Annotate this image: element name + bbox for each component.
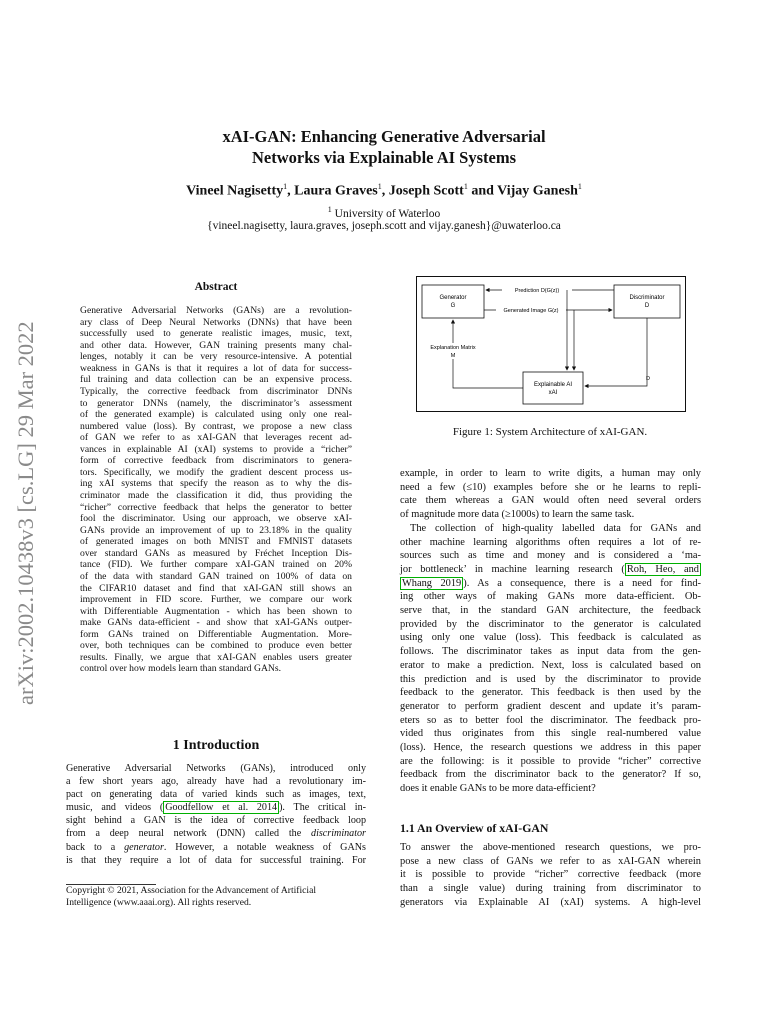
intro-line — [66, 814, 366, 827]
body-text: feedback from the discriminator back to the generator? If so, — [400, 769, 701, 781]
body-line — [400, 768, 701, 782]
abstract-line: ful training and data collection can be an expensive process. — [80, 374, 352, 386]
subsection-line: it is possible to provide “richer” corrective feedback (more — [400, 869, 701, 881]
body-line — [400, 741, 701, 755]
discriminator-symbol: D — [644, 303, 650, 309]
abstract-line: form GANs trained on Differentiable Augmentation. More- — [80, 628, 352, 640]
citation-link[interactable]: Whang 2019 — [402, 577, 462, 589]
figure-caption: Figure 1: System Architecture of xAI-GAN. — [452, 426, 648, 438]
abstract-line: of the data with standard GAN trained on 100% of data on — [80, 570, 352, 582]
abstract-line: of the generated example) is calculated using only one real- — [80, 409, 352, 421]
abstract-line: Generative Adversarial Networks (GANs) are a revolution- — [80, 305, 352, 316]
intro-line — [66, 775, 366, 788]
body-line — [400, 522, 701, 536]
abstract-line: ing xAI systems that specify the reason as to why the dis- — [80, 478, 352, 490]
body-line — [400, 727, 701, 741]
generator-label: Generator — [439, 295, 467, 301]
intro-emphasis: generator — [124, 841, 164, 853]
body-text: follows. The discriminator takes as input data from the gen- — [400, 646, 701, 658]
citation-link[interactable]: Roh, Heo, and — [626, 563, 699, 575]
author-name: Vijay Ganesh — [497, 183, 578, 199]
intro-line — [66, 762, 366, 775]
body-text: sources such as time and money and is considered a ‘ma- — [400, 550, 701, 562]
body-text: provided by the discriminator to the generator is calculated — [400, 618, 701, 630]
introduction-body — [66, 762, 366, 867]
citation-paren: ( — [621, 563, 625, 575]
abstract-line: ary class of Deep Neural Networks (DNNs) that have been — [80, 316, 352, 328]
xai-symbol: xAI — [548, 390, 558, 396]
abstract-line: lenges, notably it can be very resource-intensive. A potential — [80, 351, 352, 363]
explanation-matrix-label: Explanation Matrix — [430, 345, 476, 351]
subsection-body — [400, 841, 701, 910]
generated-image-label: Generated Image G(z) — [503, 308, 559, 314]
body-text: other machine learning algorithms often requires a lot of re- — [400, 536, 701, 548]
subsection-line: generators via Explainable AI (xAI) systems. A high-level — [400, 896, 701, 908]
footnote-line-1: Copyright © 2021, Association for the Advancement of Artificial — [66, 885, 317, 896]
abstract-line: weakness in GANs is that it requires a lot of data for success- — [80, 362, 352, 374]
system-architecture-figure — [416, 276, 686, 412]
affiliation-marker: 1 — [327, 205, 332, 214]
author-emails: {vineel.nagisetty, laura.graves, joseph.scott and vijay.ganesh}@uwaterloo.ca — [207, 220, 561, 232]
body-text: this prediction and is used by the discriminator to provide — [400, 673, 701, 685]
abstract-line: results. Finally, we argue that xAI-GAN enables users greater — [80, 651, 352, 663]
intro-text: is that they require a lot of data for successful training. For — [66, 854, 366, 866]
abstract-line: numbered value (loss). By contrast, we propose a new class — [80, 420, 352, 432]
intro-text: pact on generating data of varied kinds such as images, text, — [66, 789, 366, 801]
abstract-line: of generated images on both MNIST and FMNIST datasets — [80, 536, 352, 548]
abstract-line: fool the discriminator. Using our approach, we observe xAI- — [80, 513, 352, 525]
paper-title — [0, 126, 768, 168]
intro-emphasis: discriminator — [311, 828, 366, 840]
abstract-line: the CIFAR10 dataset and find that xAI-GAN still shows an — [80, 582, 352, 594]
generator-symbol: G — [450, 303, 456, 309]
abstract-line: GANs provide an improvement of up to 23.18% in the quality — [80, 524, 352, 536]
body-line — [400, 631, 701, 645]
abstract-line: with Differentiable Augmentation - which has been shown to — [80, 605, 352, 617]
subsection-line: than a single value) during training from discriminator to — [400, 883, 701, 895]
body-line — [400, 686, 701, 700]
body-line — [400, 714, 701, 728]
introduction-heading: 1 Introduction — [172, 738, 260, 753]
body-text: jor bottleneck’ in machine learning research — [400, 563, 622, 575]
abstract-heading: Abstract — [194, 281, 238, 293]
abstract-line: “richer” corrective feedback that helps the generator to better — [80, 501, 352, 513]
body-line — [400, 673, 701, 687]
author-separator: , — [381, 183, 389, 199]
abstract-line: form of corrective feedback from discriminators to genera- — [80, 455, 352, 467]
abstract-line: vances in explainable AI (xAI) systems to provide a “richer” — [80, 443, 352, 455]
body-text: using only one value (loss). This feedback is calculated as — [400, 632, 701, 644]
body-line — [400, 590, 701, 604]
body-text: (loss). Hence, the research questions we address in this paper — [400, 742, 701, 754]
abstract-line: tance (FID). We further compare xAI-GAN trained on 20% — [80, 559, 352, 571]
intro-text: ). The critical in- — [279, 802, 366, 814]
author-affil-marker: 1 — [577, 182, 582, 191]
citation-link[interactable]: Goodfellow et al. 2014 — [165, 802, 278, 814]
body-line — [400, 563, 701, 577]
generator-box — [422, 285, 484, 318]
body-line — [400, 604, 701, 618]
body-text: erator to make a prediction. Next, loss is calculated based on — [400, 659, 701, 671]
body-text: serve that, in the standard GAN architecture, the feedback — [400, 605, 701, 617]
body-text: cate them whereas a GAN would often need several orders — [400, 495, 701, 507]
abstract-line: criminator made the classification it did, thus providing the — [80, 490, 352, 501]
intro-text: . However, a notable weakness of GANs — [163, 841, 366, 853]
author-name: Vineel Nagisetty — [186, 183, 284, 199]
abstract-line: over standard GANs as measured by Fréchet Inception Dis- — [80, 547, 352, 559]
abstract-line: make GANs data-efficient - and show that xAI-GANs outper- — [80, 617, 352, 629]
affiliation — [0, 205, 768, 220]
title-line-1: xAI-GAN: Enhancing Generative Adversarial — [222, 127, 546, 146]
discriminator-box — [614, 285, 680, 318]
body-line — [400, 481, 701, 495]
intro-text: Generative Adversarial Networks (GANs), introduced only — [66, 763, 366, 774]
author-list — [0, 182, 768, 200]
intro-text: back to a — [66, 841, 125, 853]
body-line — [400, 700, 701, 714]
arxiv-stamp: arXiv:2002.10438v3 [cs.LG] 29 Mar 2022 — [13, 321, 38, 705]
abstract-line: to generator DNNs (namely, the discriminator’s assessment — [80, 397, 352, 409]
intro-text: sight behind a GAN is the idea of corrective feedback loop — [66, 815, 366, 827]
author-name: Laura Graves — [294, 183, 378, 199]
d-to-xai-arrow — [585, 318, 647, 386]
body-text: vided thus originates from this single real-numbered value — [400, 728, 701, 740]
abstract-line: of GAN we refer to as xAI-GAN that leverages recent ad- — [80, 432, 352, 444]
abstract-line: Typically, the corrective feedback from discriminator DNNs — [80, 385, 352, 397]
body-text: of magnitude more data (≥1000s) to learn the same task. — [400, 509, 635, 521]
body-line — [400, 467, 701, 481]
abstract-line: improvement in FID score. Further, we compare our work — [80, 594, 352, 606]
xai-label: Explainable AI — [533, 382, 573, 388]
intro-text: a few short years ago, already have had a revolutionary im- — [66, 776, 366, 788]
subsection-heading: 1.1 An Overview of xAI-GAN — [400, 821, 549, 835]
body-line — [400, 645, 701, 659]
right-column-body — [400, 467, 701, 796]
abstract-body — [80, 305, 352, 675]
author-separator: , — [287, 183, 295, 199]
author-affil-marker: 1 — [377, 182, 382, 191]
body-line — [400, 577, 701, 591]
author-separator: and — [467, 183, 498, 199]
body-line — [400, 536, 701, 550]
body-text: ing other ways of making GANs more data-efficient. Ob- — [400, 591, 701, 603]
affiliation-text: University of Waterloo — [331, 207, 441, 220]
abstract-line: control over how models learn than standard GANs. — [80, 663, 282, 675]
subsection-line: To answer the above-mentioned research questions, we pro- — [400, 842, 701, 853]
body-text: eters so as to better fool the discriminator. The feedback pro- — [400, 714, 701, 726]
body-text: example, in order to learn to write digits, a human may only — [400, 468, 701, 479]
copyright-footnote — [66, 885, 366, 909]
body-text: need a few (≤10) examples before she or he learns to repli- — [400, 481, 701, 493]
body-line — [400, 755, 701, 769]
intro-line — [66, 827, 366, 840]
body-line — [400, 494, 701, 508]
intro-line — [66, 841, 366, 854]
author-name: Joseph Scott — [388, 183, 464, 199]
body-text: feedback to the generator. This feedback is then used by the — [400, 687, 701, 699]
body-text: generator to perform gradient descent and update it’s param- — [400, 700, 701, 712]
intro-text: music, and videos — [66, 802, 160, 814]
abstract-line: tors. Specifically, we modify the gradient descent process us- — [80, 466, 352, 478]
body-line — [400, 618, 701, 632]
prediction-label: Prediction D(G(z)) — [514, 288, 560, 294]
abstract-line: and other data. However, GAN training presents many chal- — [80, 339, 352, 351]
xai-box — [523, 372, 583, 404]
title-line-2: Networks via Explainable AI Systems — [251, 148, 517, 167]
abstract-line: successfully used to generate realistic images, music, text, — [80, 328, 352, 340]
d-label: D — [646, 376, 650, 382]
body-text: The collection of high-quality labelled data for GANs and — [410, 522, 701, 534]
body-text: ). As a consequence, there is a need for find- — [463, 577, 702, 589]
explanation-matrix-symbol: M — [450, 353, 456, 359]
body-line — [400, 659, 701, 673]
subsection-line: pose a new class of GANs we refer to as xAI-GAN wherein — [400, 855, 701, 867]
author-affil-marker: 1 — [283, 182, 288, 191]
body-line — [400, 549, 701, 563]
footnote-line-2: Intelligence (www.aaai.org). All rights reserved. — [66, 897, 252, 908]
author-affil-marker: 1 — [463, 182, 468, 191]
intro-line — [66, 788, 366, 801]
abstract-line: over, both techniques can be combined to produce even better — [80, 640, 352, 652]
discriminator-label: Discriminator — [629, 295, 665, 301]
body-text: are the following: is it possible to provide “richer” corrective — [400, 755, 701, 767]
intro-line — [66, 854, 366, 867]
body-line — [400, 508, 701, 522]
intro-line — [66, 801, 366, 814]
citation-paren: ( — [159, 802, 164, 814]
body-line — [400, 782, 701, 796]
body-text: does it enable GANs to be more data-efficient? — [400, 783, 596, 795]
intro-text: from a deep neural network (DNN) called the — [66, 828, 312, 840]
